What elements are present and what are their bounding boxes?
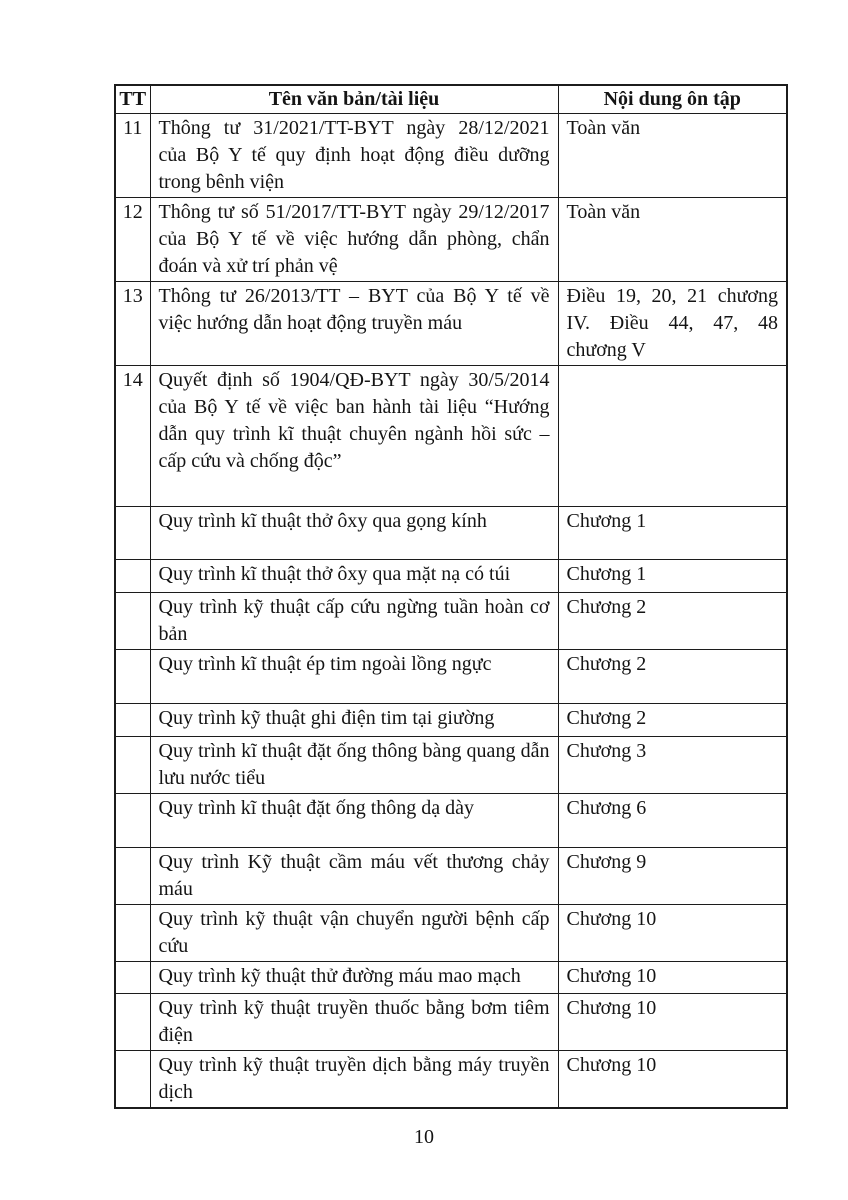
note-cell: Điều 19, 20, 21 chương IV. Điều 44, 47, 48 chương V [558, 282, 787, 366]
doc-cell: Quy trình kĩ thuật đặt ống thông dạ dày [150, 794, 558, 848]
tt-cell [115, 650, 150, 704]
doc-cell: Quy trình kỹ thuật truyền dịch bằng máy truyền dịch [150, 1051, 558, 1109]
table-row [115, 737, 787, 794]
doc-cell: Quy trình kỹ thuật cấp cứu ngừng tuần hoàn cơ bản [150, 593, 558, 650]
tt-cell: 14 [115, 366, 150, 507]
table-row [115, 507, 787, 560]
review-materials-table [114, 84, 788, 1109]
note-cell [558, 366, 787, 507]
doc-cell: Quy trình kỹ thuật truyền thuốc bằng bơm tiêm điện [150, 994, 558, 1051]
tt-cell [115, 905, 150, 962]
header-row [115, 85, 787, 114]
doc-cell: Quyết định số 1904/QĐ-BYT ngày 30/5/2014 của Bộ Y tế về việc ban hành tài liệu “Hướng dẫn quy trình kĩ thuật chuyên ngành hồi sức – cấp cứu và chống độc” [150, 366, 558, 507]
tt-cell [115, 704, 150, 737]
doc-cell: Quy trình kỹ thuật vận chuyển người bệnh cấp cứu [150, 905, 558, 962]
note-cell: Toàn văn [558, 114, 787, 198]
table-row [115, 994, 787, 1051]
tt-cell: 13 [115, 282, 150, 366]
tt-cell [115, 560, 150, 593]
table-header [115, 85, 787, 114]
doc-cell: Quy trình kĩ thuật ép tim ngoài lồng ngực [150, 650, 558, 704]
tt-cell [115, 994, 150, 1051]
table-row [115, 1051, 787, 1109]
doc-cell: Quy trình kĩ thuật thở ôxy qua gọng kính [150, 507, 558, 560]
table-row [115, 366, 787, 507]
note-cell: Chương 9 [558, 848, 787, 905]
table-row [115, 114, 787, 198]
note-cell: Toàn văn [558, 198, 787, 282]
tt-cell: 11 [115, 114, 150, 198]
table-row [115, 794, 787, 848]
header-document-name: Tên văn bản/tài liệu [150, 85, 558, 114]
note-cell: Chương 2 [558, 650, 787, 704]
table-row [115, 282, 787, 366]
doc-cell: Thông tư số 51/2017/TT-BYT ngày 29/12/2017 của Bộ Y tế về việc hướng dẫn phòng, chẩn đoán và xử trí phản vệ [150, 198, 558, 282]
table-row [115, 848, 787, 905]
table-row [115, 198, 787, 282]
note-cell: Chương 2 [558, 704, 787, 737]
tt-cell [115, 507, 150, 560]
note-cell: Chương 1 [558, 560, 787, 593]
table-row [115, 962, 787, 994]
tt-cell [115, 737, 150, 794]
doc-cell: Thông tư 31/2021/TT-BYT ngày 28/12/2021 của Bộ Y tế quy định hoạt động điều dưỡng trong bênh viện [150, 114, 558, 198]
table-row [115, 704, 787, 737]
doc-cell: Quy trình kĩ thuật thở ôxy qua mặt nạ có túi [150, 560, 558, 593]
tt-cell [115, 593, 150, 650]
doc-cell: Quy trình Kỹ thuật cầm máu vết thương chảy máu [150, 848, 558, 905]
tt-cell [115, 794, 150, 848]
table-body [115, 114, 787, 1109]
note-cell: Chương 1 [558, 507, 787, 560]
note-cell: Chương 10 [558, 1051, 787, 1109]
note-cell: Chương 2 [558, 593, 787, 650]
table-row [115, 560, 787, 593]
doc-cell: Quy trình kỹ thuật thử đường máu mao mạch [150, 962, 558, 994]
table-row [115, 593, 787, 650]
note-cell: Chương 10 [558, 962, 787, 994]
note-cell: Chương 3 [558, 737, 787, 794]
doc-cell: Thông tư 26/2013/TT – BYT của Bộ Y tế về việc hướng dẫn hoạt động truyền máu [150, 282, 558, 366]
tt-cell: 12 [115, 198, 150, 282]
header-review-content: Nội dung ôn tập [558, 85, 787, 114]
header-tt: TT [115, 85, 150, 114]
tt-cell [115, 848, 150, 905]
table-row [115, 650, 787, 704]
tt-cell [115, 962, 150, 994]
table-row [115, 905, 787, 962]
tt-cell [115, 1051, 150, 1109]
doc-cell: Quy trình kỹ thuật ghi điện tim tại giường [150, 704, 558, 737]
page-number: 10 [414, 1126, 434, 1148]
note-cell: Chương 10 [558, 994, 787, 1051]
doc-cell: Quy trình kĩ thuật đặt ống thông bàng quang dẫn lưu nước tiểu [150, 737, 558, 794]
note-cell: Chương 6 [558, 794, 787, 848]
note-cell: Chương 10 [558, 905, 787, 962]
